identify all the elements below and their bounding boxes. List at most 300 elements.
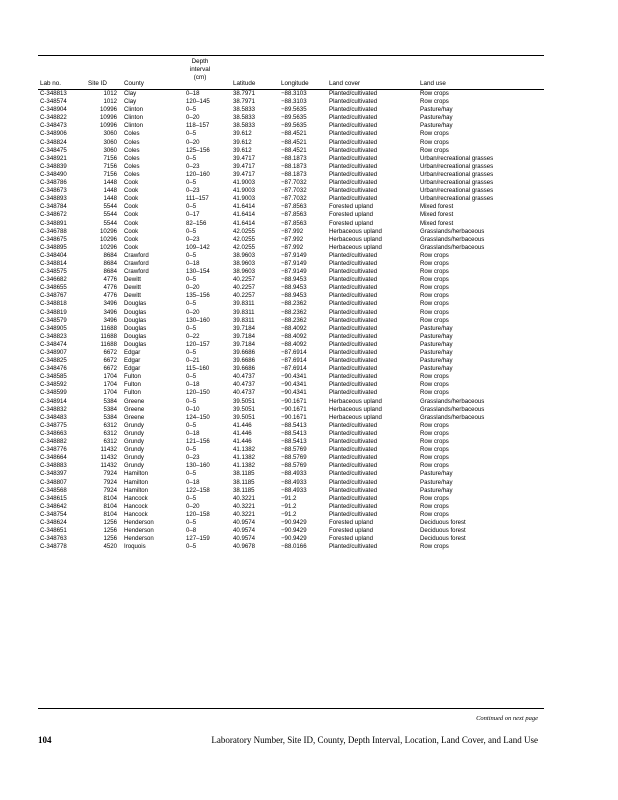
lab-no-cell: C-348825 — [40, 357, 67, 365]
latitude-cell: 40.9678 — [233, 543, 256, 551]
longitude-cell: −88.3103 — [281, 90, 307, 97]
table-row — [0, 479, 618, 487]
county-cell: Dewitt — [124, 292, 141, 300]
longitude-cell: −88.4933 — [281, 470, 307, 478]
lab-no-cell: C-348615 — [40, 494, 67, 502]
county-cell: Grundy — [124, 421, 144, 429]
land-use-cell: Mixed forest — [420, 219, 454, 227]
county-cell: Hancock — [124, 502, 148, 510]
lab-no-cell: C-348655 — [40, 284, 67, 292]
latitude-cell: 39.6686 — [233, 365, 256, 373]
site-id-cell: 6672 — [103, 365, 117, 373]
lab-no-cell: C-348397 — [40, 470, 67, 478]
latitude-cell: 39.612 — [233, 130, 252, 138]
land-cover-cell: Planted/cultivated — [329, 446, 378, 454]
land-use-cell: Pasture/hay — [420, 340, 453, 348]
land-cover-cell: Planted/cultivated — [329, 340, 378, 348]
land-cover-cell: Herbaceous upland — [329, 235, 382, 243]
table-row — [0, 325, 618, 333]
depth-cell: 0–23 — [186, 454, 200, 462]
depth-cell: 0–5 — [186, 179, 197, 187]
site-id-cell: 1704 — [103, 389, 117, 397]
site-id-cell: 11432 — [100, 446, 117, 454]
land-cover-cell: Planted/cultivated — [329, 308, 378, 316]
county-cell: Clay — [124, 90, 137, 97]
table-row — [0, 535, 618, 543]
table-row — [0, 381, 618, 389]
table-row — [0, 543, 618, 551]
land-cover-cell: Planted/cultivated — [329, 300, 378, 308]
land-use-cell: Pasture/hay — [420, 114, 453, 122]
lab-no-cell: C-348664 — [40, 454, 67, 462]
latitude-cell: 41.446 — [233, 429, 252, 437]
depth-cell: 0–5 — [186, 518, 197, 526]
latitude-cell: 41.6414 — [233, 219, 256, 227]
land-use-cell: Urban/recreational grasses — [420, 195, 494, 203]
site-id-cell: 7156 — [103, 162, 117, 170]
land-use-cell: Grasslands/herbaceous — [420, 227, 485, 235]
county-cell: Grundy — [124, 446, 144, 454]
depth-cell: 0–5 — [186, 300, 197, 308]
depth-cell: 115–160 — [186, 365, 210, 373]
longitude-cell: −90.4341 — [281, 389, 307, 397]
depth-cell: 109–142 — [186, 243, 210, 251]
latitude-cell: 41.6414 — [233, 203, 256, 211]
site-id-cell: 11688 — [100, 324, 117, 332]
land-use-cell: Row crops — [420, 292, 449, 300]
lab-no-cell: C-348807 — [40, 478, 67, 486]
longitude-cell: −87.9149 — [281, 259, 307, 267]
table-row — [0, 422, 618, 430]
county-cell: Fulton — [124, 373, 141, 381]
longitude-cell: −88.4933 — [281, 486, 307, 494]
longitude-cell: −87.6914 — [281, 349, 307, 356]
table-row — [0, 438, 618, 446]
land-cover-cell: Planted/cultivated — [329, 251, 378, 259]
land-use-cell: Row crops — [420, 130, 449, 138]
land-use-cell: Row crops — [420, 259, 449, 267]
table-row — [0, 147, 618, 155]
site-id-cell: 6312 — [103, 429, 117, 437]
land-use-cell: Grasslands/herbaceous — [420, 243, 485, 251]
land-cover-cell: Herbaceous upland — [329, 405, 382, 413]
table-row — [0, 163, 618, 171]
table-row — [0, 211, 618, 219]
land-use-cell: Row crops — [420, 300, 449, 308]
depth-cell: 0–18 — [186, 259, 200, 267]
longitude-cell: −88.9453 — [281, 284, 307, 292]
land-use-cell: Row crops — [420, 543, 449, 551]
depth-cell: 0–18 — [186, 478, 200, 486]
land-cover-cell: Planted/cultivated — [329, 179, 378, 187]
county-cell: Coles — [124, 130, 140, 138]
land-use-cell: Urban/recreational grasses — [420, 179, 494, 187]
latitude-cell: 40.4737 — [233, 389, 256, 397]
county-cell: Greene — [124, 397, 145, 405]
site-id-cell: 6672 — [103, 349, 117, 356]
longitude-cell: −88.4092 — [281, 340, 307, 348]
table-row — [0, 268, 618, 276]
table-bottom-rule — [38, 708, 544, 709]
table-row — [0, 187, 618, 195]
lab-no-cell: C-348592 — [40, 381, 67, 389]
county-cell: Coles — [124, 162, 140, 170]
table-row — [0, 260, 618, 268]
depth-cell: 0–18 — [186, 90, 200, 97]
latitude-cell: 39.4717 — [233, 162, 256, 170]
longitude-cell: −87.7032 — [281, 179, 307, 187]
lab-no-cell: C-346682 — [40, 276, 67, 284]
lab-no-cell: C-348754 — [40, 510, 67, 518]
header-county: County — [124, 80, 144, 87]
county-cell: Grundy — [124, 429, 144, 437]
land-use-cell: Row crops — [420, 510, 449, 518]
depth-cell: 0–5 — [186, 154, 197, 162]
longitude-cell: −88.1873 — [281, 170, 307, 178]
land-cover-cell: Planted/cultivated — [329, 381, 378, 389]
lab-no-cell: C-348763 — [40, 535, 67, 543]
land-use-cell: Row crops — [420, 316, 449, 324]
site-id-cell: 8104 — [103, 510, 117, 518]
table-row — [0, 430, 618, 438]
latitude-cell: 41.1382 — [233, 446, 256, 454]
lab-no-cell: C-348906 — [40, 130, 67, 138]
depth-cell: 124–150 — [186, 413, 210, 421]
table-body — [0, 90, 618, 551]
lab-no-cell: C-348905 — [40, 324, 67, 332]
site-id-cell: 1256 — [103, 535, 117, 543]
depth-cell: 0–5 — [186, 543, 197, 551]
land-use-cell: Urban/recreational grasses — [420, 170, 494, 178]
county-cell: Grundy — [124, 454, 144, 462]
land-use-cell: Pasture/hay — [420, 470, 453, 478]
depth-cell: 0–23 — [186, 187, 200, 195]
depth-cell: 0–8 — [186, 527, 197, 535]
depth-cell: 130–154 — [186, 268, 210, 276]
latitude-cell: 40.4737 — [233, 373, 256, 381]
table-row — [0, 317, 618, 325]
longitude-cell: −88.9453 — [281, 292, 307, 300]
longitude-cell: −88.5769 — [281, 462, 307, 470]
depth-cell: 130–160 — [186, 462, 210, 470]
county-cell: Grundy — [124, 462, 144, 470]
lab-no-cell: C-348474 — [40, 340, 67, 348]
lab-no-cell: C-348585 — [40, 373, 67, 381]
longitude-cell: −88.4521 — [281, 146, 307, 154]
longitude-cell: −87.992 — [281, 243, 304, 251]
land-cover-cell: Forested upland — [329, 219, 374, 227]
land-use-cell: Pasture/hay — [420, 357, 453, 365]
longitude-cell: −91.2 — [281, 502, 297, 510]
depth-cell: 127–159 — [186, 535, 210, 543]
depth-cell: 0–5 — [186, 251, 197, 259]
land-use-cell: Row crops — [420, 454, 449, 462]
latitude-cell: 42.0255 — [233, 227, 256, 235]
longitude-cell: −91.2 — [281, 494, 297, 502]
page-footer-title: Laboratory Number, Site ID, County, Depth Interval, Location, Land Cover, and Land Use — [211, 735, 538, 745]
depth-cell: 0–5 — [186, 397, 197, 405]
land-cover-cell: Planted/cultivated — [329, 138, 378, 146]
site-id-cell: 1012 — [103, 90, 117, 97]
site-id-cell: 10996 — [100, 122, 117, 130]
land-use-cell: Grasslands/herbaceous — [420, 405, 485, 413]
site-id-cell: 5384 — [103, 413, 117, 421]
site-id-cell: 1012 — [103, 98, 117, 106]
county-cell: Douglas — [124, 300, 147, 308]
land-use-cell: Pasture/hay — [420, 106, 453, 114]
land-use-cell: Pasture/hay — [420, 365, 453, 373]
land-cover-cell: Planted/cultivated — [329, 421, 378, 429]
site-id-cell: 7924 — [103, 470, 117, 478]
table-row — [0, 228, 618, 236]
land-cover-cell: Planted/cultivated — [329, 316, 378, 324]
county-cell: Douglas — [124, 340, 147, 348]
county-cell: Hamilton — [124, 478, 149, 486]
table-row — [0, 462, 618, 470]
longitude-cell: −87.8563 — [281, 219, 307, 227]
longitude-cell: −88.4092 — [281, 324, 307, 332]
table-row — [0, 220, 618, 228]
lab-no-cell: C-348673 — [40, 187, 67, 195]
longitude-cell: −87.6914 — [281, 365, 307, 373]
depth-cell: 0–5 — [186, 421, 197, 429]
latitude-cell: 41.446 — [233, 421, 252, 429]
depth-cell: 0–20 — [186, 114, 200, 122]
land-cover-cell: Planted/cultivated — [329, 114, 378, 122]
land-cover-cell: Planted/cultivated — [329, 389, 378, 397]
site-id-cell: 8684 — [103, 268, 117, 276]
latitude-cell: 40.2257 — [233, 284, 256, 292]
longitude-cell: −90.9429 — [281, 518, 307, 526]
longitude-cell: −90.9429 — [281, 535, 307, 543]
county-cell: Cook — [124, 187, 139, 195]
longitude-cell: −88.5413 — [281, 438, 307, 446]
lab-no-cell: C-348819 — [40, 308, 67, 316]
county-cell: Hancock — [124, 494, 148, 502]
latitude-cell: 39.6686 — [233, 357, 256, 365]
latitude-cell: 40.9574 — [233, 535, 256, 543]
site-id-cell: 3496 — [103, 300, 117, 308]
table-row — [0, 90, 618, 98]
land-use-cell: Pasture/hay — [420, 122, 453, 130]
county-cell: Clinton — [124, 106, 143, 114]
county-cell: Cook — [124, 195, 139, 203]
site-id-cell: 4520 — [103, 543, 117, 551]
land-use-cell: Row crops — [420, 502, 449, 510]
lab-no-cell: C-348475 — [40, 146, 67, 154]
longitude-cell: −91.2 — [281, 510, 297, 518]
site-id-cell: 7156 — [103, 154, 117, 162]
table-row — [0, 292, 618, 300]
table-row — [0, 130, 618, 138]
lab-no-cell: C-348663 — [40, 429, 67, 437]
depth-cell: 120–150 — [186, 389, 210, 397]
land-use-cell: Row crops — [420, 389, 449, 397]
latitude-cell: 41.9003 — [233, 187, 256, 195]
longitude-cell: −89.5635 — [281, 106, 307, 114]
latitude-cell: 40.2257 — [233, 276, 256, 284]
table-row — [0, 98, 618, 106]
latitude-cell: 39.4717 — [233, 170, 256, 178]
site-id-cell: 5384 — [103, 397, 117, 405]
site-id-cell: 3496 — [103, 316, 117, 324]
depth-cell: 0–20 — [186, 284, 200, 292]
site-id-cell: 8684 — [103, 259, 117, 267]
lab-no-cell: C-348891 — [40, 219, 67, 227]
site-id-cell: 3060 — [103, 146, 117, 154]
longitude-cell: −90.9429 — [281, 527, 307, 535]
longitude-cell: −87.7032 — [281, 187, 307, 195]
lab-no-cell: C-348490 — [40, 170, 67, 178]
lab-no-cell: C-348776 — [40, 446, 67, 454]
land-cover-cell: Planted/cultivated — [329, 130, 378, 138]
latitude-cell: 40.9574 — [233, 527, 256, 535]
lab-no-cell: C-348672 — [40, 211, 67, 219]
land-use-cell: Row crops — [420, 146, 449, 154]
county-cell: Crawford — [124, 259, 149, 267]
site-id-cell: 8684 — [103, 251, 117, 259]
land-cover-cell: Planted/cultivated — [329, 146, 378, 154]
land-cover-cell: Forested upland — [329, 211, 374, 219]
land-use-cell: Row crops — [420, 308, 449, 316]
longitude-cell: −88.5413 — [281, 421, 307, 429]
county-cell: Henderson — [124, 535, 154, 543]
longitude-cell: −88.4092 — [281, 332, 307, 340]
longitude-cell: −88.2362 — [281, 300, 307, 308]
land-cover-cell: Planted/cultivated — [329, 373, 378, 381]
latitude-cell: 41.1382 — [233, 454, 256, 462]
depth-cell: 0–22 — [186, 332, 200, 340]
county-cell: Greene — [124, 413, 145, 421]
depth-cell: 120–158 — [186, 510, 210, 518]
county-cell: Edgar — [124, 349, 141, 356]
latitude-cell: 39.7184 — [233, 340, 256, 348]
land-cover-cell: Planted/cultivated — [329, 154, 378, 162]
header-depth-line3: (cm) — [193, 74, 207, 81]
site-id-cell: 11688 — [100, 332, 117, 340]
land-cover-cell: Forested upland — [329, 527, 374, 535]
header-land-cover: Land cover — [329, 80, 361, 87]
site-id-cell: 7924 — [103, 478, 117, 486]
land-cover-cell: Planted/cultivated — [329, 187, 378, 195]
lab-no-cell: C-348907 — [40, 349, 67, 356]
latitude-cell: 38.1185 — [233, 486, 255, 494]
site-id-cell: 6312 — [103, 421, 117, 429]
longitude-cell: −88.4521 — [281, 138, 307, 146]
table-row — [0, 309, 618, 317]
site-id-cell: 11688 — [100, 340, 117, 348]
land-use-cell: Row crops — [420, 494, 449, 502]
latitude-cell: 40.9574 — [233, 518, 256, 526]
land-use-cell: Mixed forest — [420, 203, 454, 211]
latitude-cell: 42.0255 — [233, 235, 256, 243]
land-use-cell: Row crops — [420, 438, 449, 446]
county-cell: Douglas — [124, 324, 147, 332]
land-use-cell: Urban/recreational grasses — [420, 187, 494, 195]
county-cell: Hamilton — [124, 470, 149, 478]
table-row — [0, 519, 618, 527]
county-cell: Fulton — [124, 389, 141, 397]
land-use-cell: Pasture/hay — [420, 478, 453, 486]
land-cover-cell: Planted/cultivated — [329, 292, 378, 300]
depth-cell: 0–20 — [186, 138, 200, 146]
county-cell: Coles — [124, 138, 140, 146]
land-use-cell: Pasture/hay — [420, 332, 453, 340]
lab-no-cell: C-348824 — [40, 138, 67, 146]
latitude-cell: 38.7971 — [233, 90, 256, 97]
depth-cell: 0–5 — [186, 324, 197, 332]
table-row — [0, 114, 618, 122]
longitude-cell: −88.5769 — [281, 454, 307, 462]
depth-cell: 0–5 — [186, 470, 197, 478]
county-cell: Cook — [124, 243, 139, 251]
county-cell: Douglas — [124, 332, 147, 340]
lab-no-cell: C-348921 — [40, 154, 67, 162]
land-use-cell: Urban/recreational grasses — [420, 162, 494, 170]
lab-no-cell: C-348839 — [40, 162, 67, 170]
latitude-cell: 39.5051 — [233, 413, 256, 421]
table-row — [0, 179, 618, 187]
county-cell: Coles — [124, 146, 140, 154]
depth-cell: 0–5 — [186, 446, 197, 454]
table-row — [0, 406, 618, 414]
land-use-cell: Row crops — [420, 138, 449, 146]
land-use-cell: Grasslands/herbaceous — [420, 235, 485, 243]
depth-cell: 0–23 — [186, 235, 200, 243]
header-depth-line2: interval — [189, 66, 211, 73]
depth-cell: 0–5 — [186, 203, 197, 211]
land-cover-cell: Forested upland — [329, 535, 374, 543]
longitude-cell: −90.4341 — [281, 373, 307, 381]
land-use-cell: Row crops — [420, 276, 449, 284]
longitude-cell: −88.4933 — [281, 478, 307, 486]
latitude-cell: 39.8311 — [233, 316, 255, 324]
latitude-cell: 40.3221 — [233, 510, 256, 518]
latitude-cell: 38.5833 — [233, 122, 256, 130]
latitude-cell: 41.446 — [233, 438, 252, 446]
latitude-cell: 41.9003 — [233, 195, 256, 203]
site-id-cell: 1448 — [103, 179, 117, 187]
county-cell: Edgar — [124, 365, 141, 373]
depth-cell: 0–18 — [186, 381, 200, 389]
lab-no-cell: C-348579 — [40, 316, 67, 324]
table-row — [0, 470, 618, 478]
county-cell: Dewitt — [124, 276, 141, 284]
land-cover-cell: Planted/cultivated — [329, 365, 378, 373]
longitude-cell: −87.9149 — [281, 268, 307, 276]
latitude-cell: 39.7184 — [233, 332, 256, 340]
land-cover-cell: Planted/cultivated — [329, 284, 378, 292]
table-top-rule — [38, 55, 544, 56]
lab-no-cell: C-348767 — [40, 292, 67, 300]
lab-no-cell: C-348473 — [40, 122, 67, 130]
table-row — [0, 414, 618, 422]
land-cover-cell: Herbaceous upland — [329, 413, 382, 421]
latitude-cell: 42.0255 — [233, 243, 256, 251]
land-cover-cell: Planted/cultivated — [329, 462, 378, 470]
site-id-cell: 3060 — [103, 138, 117, 146]
depth-cell: 0–20 — [186, 308, 200, 316]
land-cover-cell: Planted/cultivated — [329, 90, 378, 97]
land-cover-cell: Planted/cultivated — [329, 510, 378, 518]
table-row — [0, 195, 618, 203]
site-id-cell: 4776 — [103, 284, 117, 292]
land-cover-cell: Planted/cultivated — [329, 106, 378, 114]
county-cell: Douglas — [124, 308, 147, 316]
county-cell: Cook — [124, 219, 139, 227]
land-cover-cell: Planted/cultivated — [329, 429, 378, 437]
longitude-cell: −90.4341 — [281, 381, 307, 389]
